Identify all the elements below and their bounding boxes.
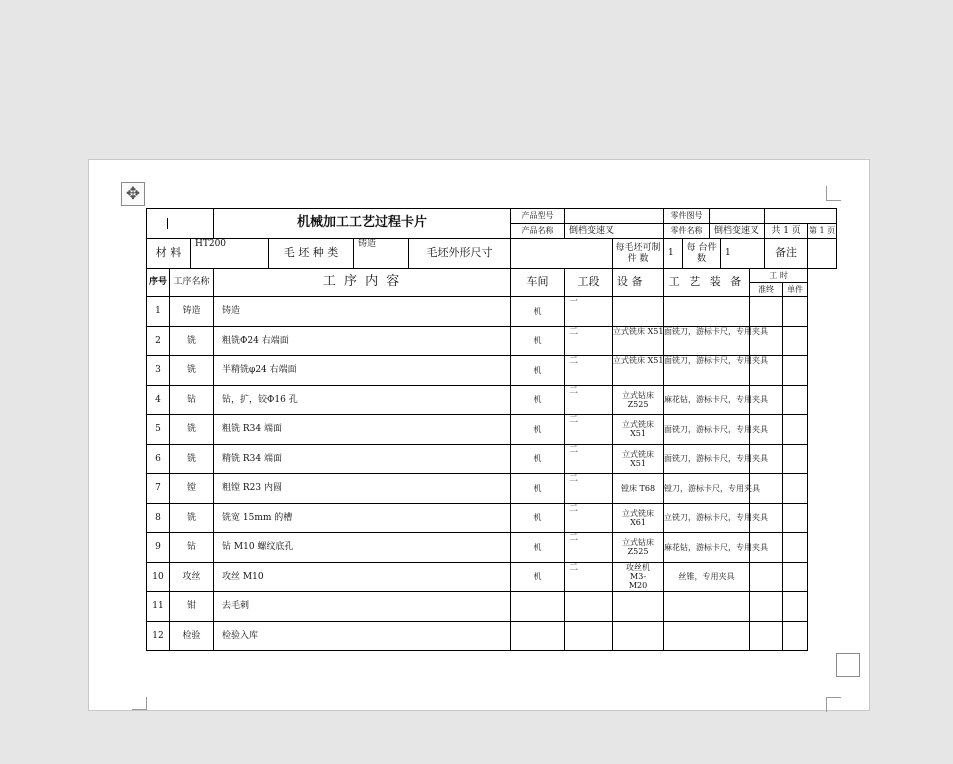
row-op-name: 铣 — [170, 503, 214, 533]
col-header-seq: 序号 — [147, 269, 170, 297]
logo-cell — [147, 209, 214, 239]
row-unit[interactable] — [783, 474, 808, 504]
table-resize-handle[interactable] — [836, 653, 860, 677]
part-drawing-value[interactable] — [710, 209, 765, 224]
row-equipment: 立式钻床 Z525 — [613, 385, 664, 415]
row-unit[interactable] — [783, 621, 808, 651]
row-workshop: 机 — [511, 444, 565, 474]
row-content[interactable]: 铸造 — [214, 297, 511, 327]
table-move-handle[interactable] — [121, 182, 145, 206]
row-unit[interactable] — [783, 385, 808, 415]
blank-size-label: 毛坯外形尺寸 — [409, 239, 511, 269]
blank-type-label: 毛 坯 种 类 — [269, 239, 354, 269]
row-section — [565, 592, 613, 622]
row-seq: 4 — [147, 385, 170, 415]
row-unit[interactable] — [783, 415, 808, 445]
material-value[interactable]: HT200 — [191, 239, 269, 269]
row-seq: 3 — [147, 356, 170, 386]
row-content[interactable]: 攻丝 M10 — [214, 562, 511, 592]
row-seq: 2 — [147, 326, 170, 356]
row-workshop: 机 — [511, 562, 565, 592]
header-blank-cell[interactable] — [765, 209, 837, 224]
row-content[interactable]: 钻，扩，铰Φ16 孔 — [214, 385, 511, 415]
row-op-name: 钻 — [170, 533, 214, 563]
col-header-content: 工 序 内 容 — [214, 269, 511, 297]
row-tooling — [664, 621, 750, 651]
table-row[interactable] — [147, 562, 837, 592]
pieces-per-blank-label: 每毛坯可制件 数 — [613, 239, 664, 269]
table-row[interactable] — [147, 621, 837, 651]
row-content[interactable]: 钻 M10 螺纹底孔 — [214, 533, 511, 563]
row-equipment — [613, 621, 664, 651]
row-workshop: 机 — [511, 297, 565, 327]
product-name-value[interactable]: 倒档变速叉 — [565, 224, 664, 239]
remark-label: 备注 — [765, 239, 808, 269]
material-label: 材 料 — [147, 239, 191, 269]
row-tooling: 面铣刀，游标卡尺，专用夹具 — [664, 356, 750, 386]
row-workshop: 机 — [511, 356, 565, 386]
row-op-name: 铣 — [170, 415, 214, 445]
row-section: 二 — [565, 356, 613, 386]
page-number: 第 1 页 — [808, 224, 837, 239]
row-prep[interactable] — [750, 592, 783, 622]
product-model-value[interactable] — [565, 209, 664, 224]
col-header-unit: 单件 — [783, 283, 808, 297]
row-unit[interactable] — [783, 356, 808, 386]
row-unit[interactable] — [783, 444, 808, 474]
table-row[interactable] — [147, 356, 837, 386]
product-name-label: 产品名称 — [511, 224, 565, 239]
row-equipment: 立式铣床 X51 — [613, 444, 664, 474]
row-seq: 8 — [147, 503, 170, 533]
row-content[interactable]: 粗铣Φ24 右端面 — [214, 326, 511, 356]
row-equipment: 攻丝机 M3-M20 — [613, 562, 664, 592]
remark-value[interactable] — [808, 239, 837, 269]
row-section: 二 — [565, 415, 613, 445]
col-header-workshop: 车间 — [511, 269, 565, 297]
row-section: 二 — [565, 503, 613, 533]
row-op-name: 检验 — [170, 621, 214, 651]
row-workshop: 机 — [511, 385, 565, 415]
row-prep[interactable] — [750, 562, 783, 592]
blank-size-value[interactable] — [511, 239, 613, 269]
row-seq: 6 — [147, 444, 170, 474]
row-section: 一 — [565, 297, 613, 327]
row-op-name: 铣 — [170, 356, 214, 386]
row-tooling: 麻花钻，游标卡尺，专用夹具 — [664, 533, 750, 563]
row-unit[interactable] — [783, 297, 808, 327]
row-tooling: 丝锥，专用夹具 — [664, 562, 750, 592]
row-op-name: 铣 — [170, 326, 214, 356]
row-unit[interactable] — [783, 562, 808, 592]
table-row[interactable] — [147, 533, 837, 563]
row-content[interactable]: 半精铣φ24 右端面 — [214, 356, 511, 386]
page-corner-mark-bottom-left — [132, 697, 147, 710]
table-row[interactable] — [147, 503, 837, 533]
table-row[interactable] — [147, 592, 837, 622]
product-model-label: 产品型号 — [511, 209, 565, 224]
table-row[interactable] — [147, 474, 837, 504]
table-row[interactable] — [147, 326, 837, 356]
row-op-name: 铣 — [170, 444, 214, 474]
row-section: 二 — [565, 326, 613, 356]
row-tooling — [664, 297, 750, 327]
row-seq: 11 — [147, 592, 170, 622]
row-workshop: 机 — [511, 503, 565, 533]
pieces-per-blank-value[interactable]: 1 — [664, 239, 683, 269]
table-row[interactable] — [147, 385, 837, 415]
col-header-prep: 准终 — [750, 283, 783, 297]
row-section: 二 — [565, 444, 613, 474]
row-section — [565, 621, 613, 651]
row-tooling: 麻花钻，游标卡尺，专用夹具 — [664, 385, 750, 415]
col-header-section: 工段 — [565, 269, 613, 297]
row-content[interactable]: 粗镗 R23 内圆 — [214, 474, 511, 504]
row-workshop: 机 — [511, 326, 565, 356]
row-seq: 5 — [147, 415, 170, 445]
col-header-hours: 工 时 — [750, 269, 808, 283]
row-content[interactable]: 去毛刺 — [214, 592, 511, 622]
col-header-tooling: 工 艺 装 备 — [664, 269, 750, 297]
row-op-name: 钻 — [170, 385, 214, 415]
row-section: 二 — [565, 385, 613, 415]
part-drawing-label: 零件图号 — [664, 209, 710, 224]
row-tooling: 立铣刀，游标卡尺，专用夹具 — [664, 503, 750, 533]
row-section: 二 — [565, 474, 613, 504]
row-seq: 1 — [147, 297, 170, 327]
per-machine-value[interactable]: 1 — [721, 239, 765, 269]
row-seq: 9 — [147, 533, 170, 563]
row-equipment: 立式铣床 X61 — [613, 503, 664, 533]
row-section: 二 — [565, 562, 613, 592]
row-op-name: 铸造 — [170, 297, 214, 327]
row-tooling: 面铣刀，游标卡尺，专用夹具 — [664, 415, 750, 445]
table-row[interactable] — [147, 444, 837, 474]
row-equipment: 立式铣床 X51 — [613, 415, 664, 445]
row-content[interactable]: 精铣 R34 端面 — [214, 444, 511, 474]
row-unit[interactable] — [783, 592, 808, 622]
row-equipment: 立式钻床 Z525 — [613, 533, 664, 563]
table-row[interactable] — [147, 297, 837, 327]
card-title: 机械加工工艺过程卡片 — [214, 209, 511, 239]
col-header-equipment: 设 备 — [613, 269, 664, 297]
row-content[interactable]: 铣宽 15mm 的槽 — [214, 503, 511, 533]
row-section: 二 — [565, 533, 613, 563]
page-corner-mark-bottom-right — [826, 697, 841, 712]
row-op-name: 钳 — [170, 592, 214, 622]
process-card-table[interactable] — [146, 208, 837, 651]
row-equipment: 立式铣床 X51 — [613, 356, 664, 386]
row-seq: 10 — [147, 562, 170, 592]
row-tooling — [664, 592, 750, 622]
page-corner-mark-top-right — [826, 186, 841, 201]
blank-type-value[interactable]: 铸造 — [354, 239, 409, 269]
text-cursor — [167, 218, 168, 229]
col-header-op-name: 工序名称 — [170, 269, 214, 297]
per-machine-label: 每 台件 数 — [683, 239, 721, 269]
row-equipment — [613, 592, 664, 622]
row-content[interactable]: 检验入库 — [214, 621, 511, 651]
row-workshop: 机 — [511, 474, 565, 504]
row-op-name: 镗 — [170, 474, 214, 504]
table-row[interactable] — [147, 415, 837, 445]
row-equipment — [613, 297, 664, 327]
row-seq: 12 — [147, 621, 170, 651]
part-name-label: 零件名称 — [664, 224, 710, 239]
row-op-name: 攻丝 — [170, 562, 214, 592]
row-prep[interactable] — [750, 297, 783, 327]
row-workshop: 机 — [511, 533, 565, 563]
row-workshop: 机 — [511, 415, 565, 445]
row-content[interactable]: 粗铣 R34 端面 — [214, 415, 511, 445]
move-arrows-icon: ✥ — [125, 184, 141, 204]
row-seq: 7 — [147, 474, 170, 504]
row-workshop — [511, 621, 565, 651]
row-tooling: 面铣刀，游标卡尺，专用夹具 — [664, 444, 750, 474]
process-rows — [147, 297, 837, 651]
row-equipment: 立式铣床 X51 — [613, 326, 664, 356]
total-pages: 共 1 页 — [765, 224, 808, 239]
row-workshop — [511, 592, 565, 622]
part-name-value[interactable]: 倒档变速叉 — [710, 224, 765, 239]
row-equipment: 镗床 T68 — [613, 474, 664, 504]
row-unit[interactable] — [783, 326, 808, 356]
row-tooling: 面铣刀，游标卡尺，专用夹具 — [664, 326, 750, 356]
row-prep[interactable] — [750, 621, 783, 651]
row-tooling: 镗刀，游标卡尺，专用夹具 — [664, 474, 750, 504]
row-unit[interactable] — [783, 503, 808, 533]
row-unit[interactable] — [783, 533, 808, 563]
